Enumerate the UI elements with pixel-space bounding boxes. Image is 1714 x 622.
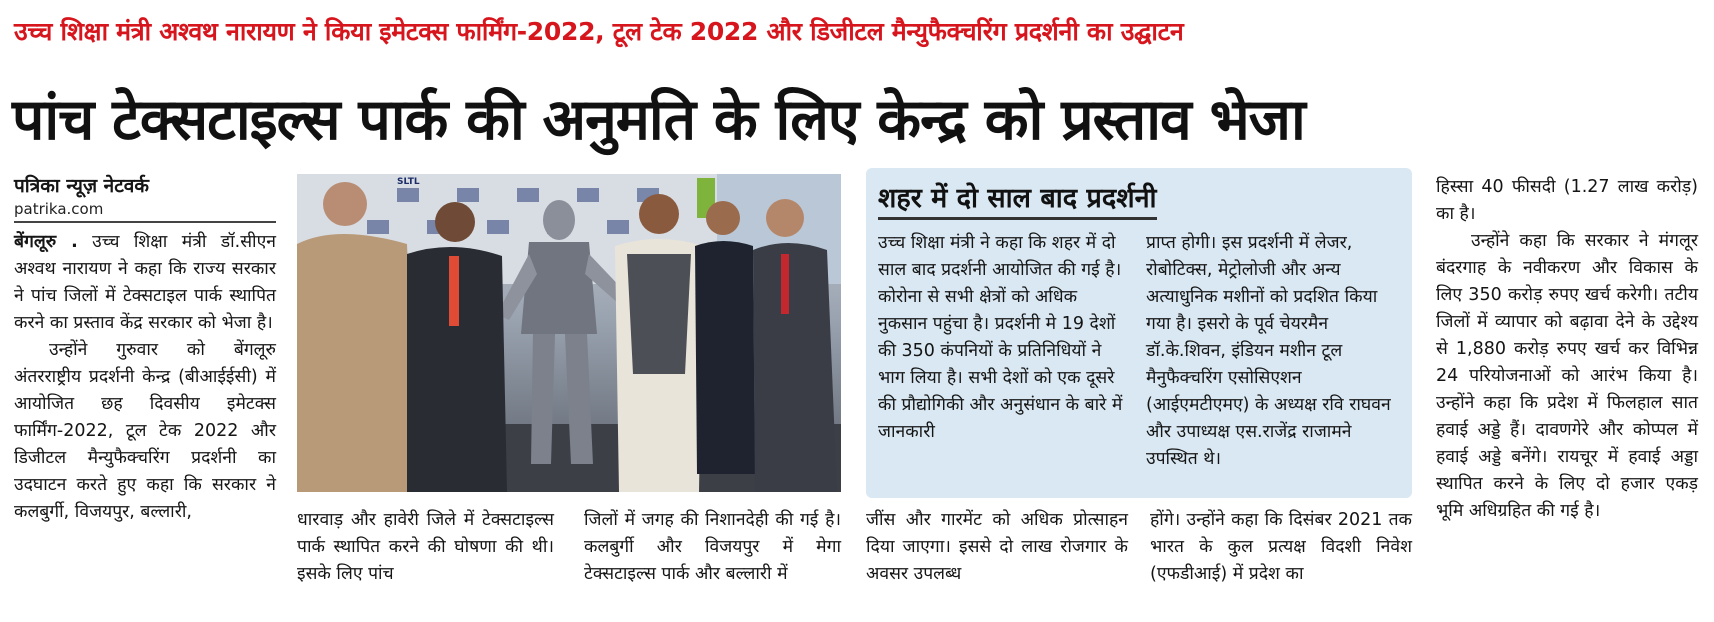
below-photo-column-a: धारवाड़ और हावेरी जिले में टेक्सटाइल्स पार्क स्थापित करने की घोषणा की थी। इसके लिए पांच: [297, 510, 554, 584]
column-1: [14, 174, 276, 526]
byline-site: patrika.com: [14, 200, 104, 218]
box-column-left: उच्च शिक्षा मंत्री ने कहा कि शहर में दो साल बाद प्रदर्शनी आयोजित की गई है। कोरोना से सभी क्षेत्रों को अधिक नुकसान पहुंचा है। प्रदर्शनी मे 19 देशों की 350 कंपनियों के प्रतिनिधियों ने भाग लिया है। सभी देशों को एक दूसरे की प्रौद्योगिकी और अनुसंधान के बारे में जानकारी: [878, 233, 1123, 442]
paragraph-1-text: उच्च शिक्षा मंत्री डॉ.सीएन अश्वथ नारायण ने कहा कि राज्य सरकार ने पांच जिलों में टेक्सटाइल पार्क स्थापित करने का प्रस्ताव केंद्र सरकार को भेजा है।: [14, 232, 276, 333]
dateline: बेंगलूरु .: [14, 232, 78, 252]
below-box-column-b: होंगे। उन्होंने कहा कि दिसंबर 2021 तक भारत के कुल प्रत्यक्ष विदशी निवेश (एफडीआई) में प्रदेश का: [1150, 510, 1412, 584]
paragraph-1: [14, 229, 276, 337]
byline-divider: [14, 221, 276, 223]
sidebar-box: [866, 168, 1412, 498]
right-paragraph-1: हिस्सा 40 फीसदी (1.27 लाख करोड़) का है।: [1436, 177, 1698, 224]
below-box-column-a: जींस और गारमेंट को अधिक प्रोत्साहन दिया जाएगा। इससे दो लाख रोजगार के अवसर उपलब्ध: [866, 510, 1128, 584]
photo-illustration: [297, 174, 841, 492]
banner-text: SLTL: [397, 177, 420, 187]
main-headline: पांच टेक्सटाइल्स पार्क की अनुमति के लिए केन्द्र को प्रस्ताव भेजा: [12, 87, 1305, 153]
byline-network: पत्रिका न्यूज़ नेटवर्क: [14, 175, 149, 197]
column-right: [1436, 174, 1698, 525]
kicker-headline: उच्च शिक्षा मंत्री अश्वथ नारायण ने किया इमेटक्स फार्मिंग-2022, टूल टेक 2022 और डिजीटल मैन्युफैक्चरिंग प्रदर्शनी का उद्घाटन: [14, 17, 1184, 46]
below-photo-column-b: जिलों में जगह की निशानदेही की गई है। कलबुर्गी और विजयपुर में मेगा टेक्सटाइल्स पार्क और बल्लारी में: [584, 510, 841, 584]
box-title: शहर में दो साल बाद प्रदर्शनी: [878, 178, 1157, 220]
paragraph-2: उन्होंने गुरुवार को बेंगलूरु अंतरराष्ट्रीय प्रदर्शनी केन्द्र (बीआईईसी) में आयोजित छह दिवसीय इमेटक्स फार्मिंग-2022, टूल टेक 2022 और डिजीटल मैन्युफैक्चरिंग प्रदर्शनी का उदघाटन करते हुए कहा कि सरकार ने कलबुर्गी, विजयपुर, बल्लारी,: [14, 340, 276, 522]
box-column-right: प्राप्त होगी। इस प्रदर्शनी में लेजर, रोबोटिक्स, मेट्रोलोजी और अन्य अत्याधुनिक मशीनों को प्रदशित किया गया है। इसरो के पूर्व चेयरमैन डॉ.के.शिवन, इंडियन मशीन टूल मैनुफैक्चरिंग एसोसिएशन (आईएमटीएमए) के अध्यक्ष रवि राघवन और उपाध्यक्ष एस.राजेंद्र राजामने उपस्थित थे।: [1146, 233, 1391, 469]
right-paragraph-2: उन्होंने कहा कि सरकार ने मंगलूर बंदरगाह के नवीकरण और विकास के लिए 350 करोड़ रुपए खर्च करेगी। तटीय जिलों में व्यापार को बढ़ावा देने के उद्देश्य से 1,880 करोड़ रुपए खर्च कर विभिन्न 24 परियोजनाओं को आरंभ किया है। उन्होंने कहा कि प्रदेश में फिलहाल सात हवाई अड्डे हैं। दावणगेरे और कोप्पल में हवाई अड्डे बनेंगे। रायचूर में हवाई अड्डा स्थापित करने के लिए दो हजार एकड़ भूमि अधिग्रहित की गई है।: [1436, 231, 1698, 521]
event-photo: [297, 174, 841, 492]
